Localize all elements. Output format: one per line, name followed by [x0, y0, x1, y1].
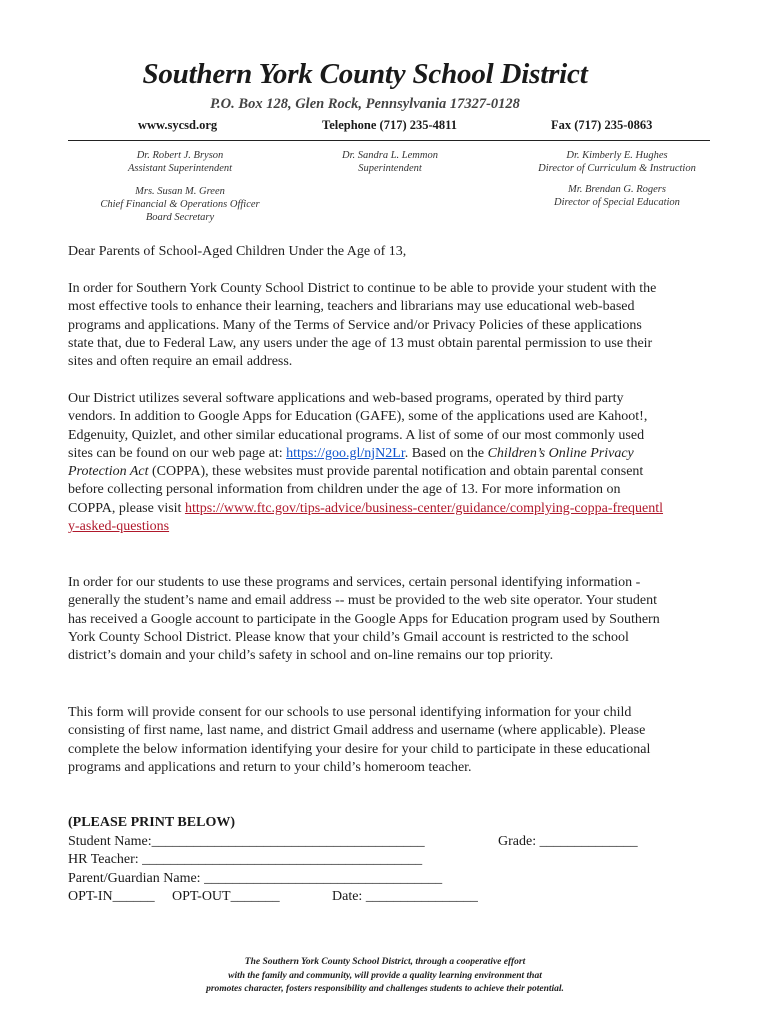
opt-out-field[interactable]: OPT-OUT_______	[172, 889, 280, 904]
ftc-coppa-link[interactable]: https://www.ftc.gov/tips-advice/business-center/guidance/complying-coppa-frequently-asked-questions	[68, 500, 664, 535]
date-field[interactable]: Date: ________________	[332, 889, 478, 904]
letter-paragraph-4	[68, 704, 668, 777]
letter-paragraph-1	[68, 280, 668, 371]
staff-entry-hughes	[512, 149, 722, 175]
district-telephone: Telephone (717) 235-4811	[322, 118, 457, 132]
staff-entry-lemmon	[300, 149, 480, 175]
staff-title: Director of Curriculum & Instruction	[538, 163, 696, 174]
opt-in-field[interactable]: OPT-IN______	[68, 889, 155, 904]
letter-paragraph-2	[68, 390, 668, 536]
staff-name: Dr. Sandra L. Lemmon	[342, 150, 438, 161]
footer-line: The Southern York County School District, through a cooperative effort	[244, 957, 526, 967]
hr-teacher-field[interactable]: HR Teacher: ________________________________________	[68, 852, 423, 867]
staff-title: Director of Special Education	[554, 197, 680, 208]
form-row-opt	[68, 888, 688, 907]
letter-paragraph-3	[68, 574, 668, 665]
grade-field[interactable]: Grade: ______________	[498, 833, 638, 849]
form-heading: (PLEASE PRINT BELOW)	[68, 815, 235, 830]
paragraph-text: In order for our students to use these programs and services, certain personal identifying information -generally the student’s name and email address -- must be provided to the web site operator. Your student has received a Google account to participate in the Google Apps for Education program used by Southern York County School District. Please know that your child’s Gmail account is restricted to the school district’s domain and your child’s safety in school and on-line remains our top priority.	[68, 575, 660, 664]
letter-salutation: Dear Parents of School-Aged Children Under the Age of 13,	[68, 244, 407, 259]
staff-title: Assistant Superintendent	[127, 163, 233, 174]
paragraph-text-part: (COPPA), these websites must provide parental notification and obtain parental consent before collecting personal information from children under the age of 13. For more information on COPPA, please visit	[68, 464, 644, 516]
paragraph-text-part: Our District utilizes several software applications and web-based programs, operated by third party vendors. In addition to Google Apps for Education (GAFE), some of the applications used are Kahoot!, Edgenuity, Quizlet, and other similar educational programs. A list of some of our most commonly used sites can be found on our web page at:	[68, 391, 648, 461]
consent-form	[68, 814, 688, 907]
letterhead-divider	[68, 140, 710, 141]
sites-list-link[interactable]: https://goo.gl/njN2Lr	[286, 445, 405, 461]
staff-entry-green	[90, 185, 270, 224]
staff-name: Mrs. Susan M. Green	[135, 186, 225, 197]
staff-entry-bryson	[90, 149, 270, 175]
district-name: Southern York County School District	[142, 58, 588, 90]
paragraph-text: In order for Southern York County School District to continue to be able to provide your student with the most effective tools to enhance their learning, teachers and librarians may use educational web-based programs and applications. Many of the Terms of Service and/or Privacy Policies of these applications state that, due to Federal Law, any users under the age of 13 must obtain parental permission to use their sites and often require an email address.	[68, 281, 657, 370]
staff-name: Dr. Robert J. Bryson	[136, 150, 224, 161]
paragraph-text-part: . Based on the	[404, 445, 488, 461]
staff-title: Chief Financial & Operations Officer	[100, 199, 260, 210]
staff-entry-rogers	[512, 183, 722, 209]
coppa-act-title: Children’s Online Privacy Protection Act	[68, 445, 634, 480]
form-row-student	[68, 833, 688, 852]
district-website[interactable]: www.sycsd.org	[138, 118, 218, 132]
footer-line: with the family and community, will provide a quality learning environment that	[228, 970, 542, 981]
staff-name: Mr. Brendan G. Rogers	[568, 184, 666, 195]
student-name-field[interactable]: Student Name:_______________________________________	[68, 833, 425, 849]
staff-title: Superintendent	[358, 163, 422, 174]
footer-line: promotes character, fosters responsibility and challenges students to achieve their potential.	[206, 984, 564, 994]
district-fax: Fax (717) 235-0863	[551, 118, 653, 132]
paragraph-text: This form will provide consent for our schools to use personal identifying information for your child consisting of first name, last name, and district Gmail address and username (where applicable). Please complete the below information identifying your desire for your child to participate in these educational programs and applications and return to your child’s homeroom teacher.	[68, 705, 651, 775]
staff-name: Dr. Kimberly E. Hughes	[566, 150, 668, 161]
district-address: P.O. Box 128, Glen Rock, Pennsylvania 17327-0128	[210, 96, 520, 112]
parent-guardian-field[interactable]: Parent/Guardian Name: __________________________________	[68, 870, 443, 886]
paragraph-text	[68, 390, 668, 536]
staff-title: Board Secretary	[145, 212, 215, 223]
footer-mission-statement	[0, 956, 770, 997]
